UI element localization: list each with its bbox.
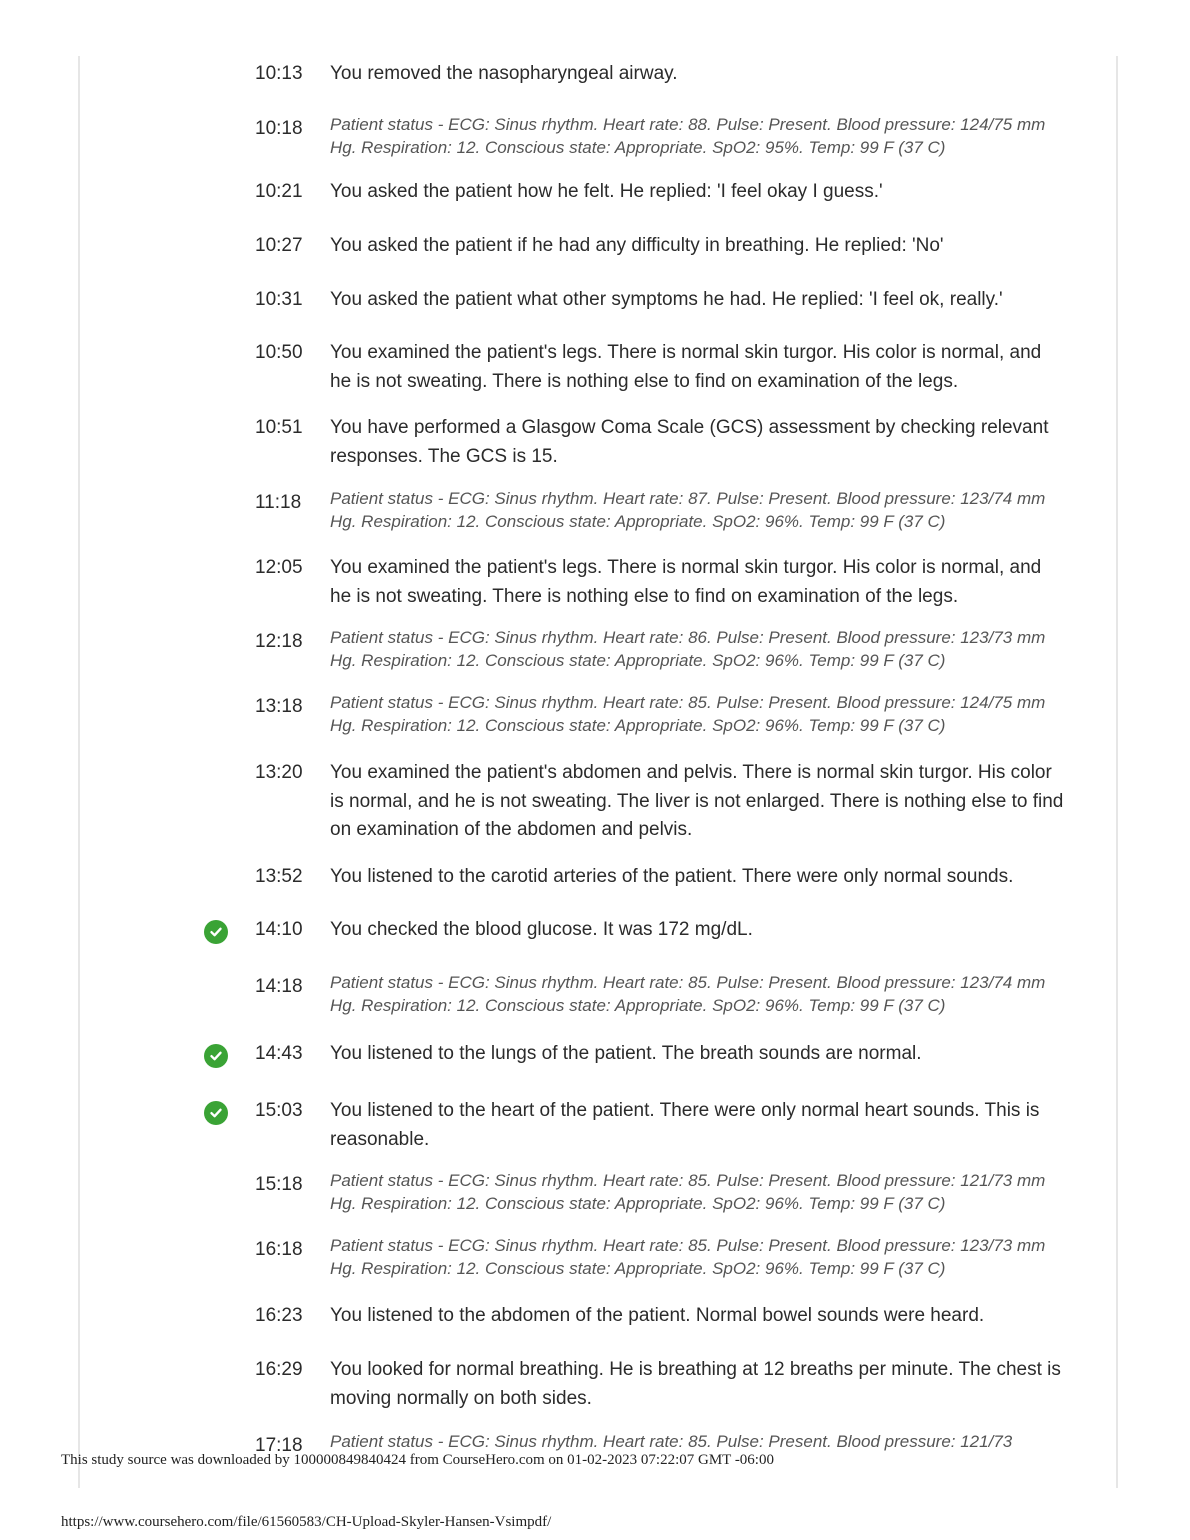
action-text: You removed the nasopharyngeal airway.	[330, 63, 678, 84]
action-text: You examined the patient's abdomen and pelvis. There is normal skin turgor. His color is normal, and he is not sweating. The liver is not enlarged. There is nothing else to find on examination of the abdomen and pelvis.	[330, 762, 1064, 840]
entry-time: 15:18	[255, 1174, 303, 1195]
patient-status-text: Patient status - ECG: Sinus rhythm. Heart rate: 86. Pulse: Present. Blood pressure: 123/73 mm Hg. Respiration: 12. Conscious state: Appropriate. SpO2: 96%. Temp: 99 F (37 C)	[330, 628, 1046, 670]
entry-time: 14:18	[255, 976, 303, 997]
action-text: You listened to the carotid arteries of the patient. There were only normal sounds.	[330, 866, 1014, 887]
entry-time: 13:20	[255, 762, 303, 783]
patient-status-text: Patient status - ECG: Sinus rhythm. Heart rate: 85. Pulse: Present. Blood pressure: 121/73	[330, 1432, 1013, 1451]
action-text: You have performed a Glasgow Coma Scale (GCS) assessment by checking relevant responses. The GCS is 15.	[330, 417, 1049, 467]
entry-time: 13:18	[255, 696, 303, 717]
entry-time: 11:18	[255, 492, 302, 513]
action-text: You listened to the lungs of the patient. The breath sounds are normal.	[330, 1043, 922, 1064]
action-text: You asked the patient what other symptoms he had. He replied: 'I feel ok, really.'	[330, 289, 1003, 310]
check-circle-icon	[204, 920, 228, 944]
entry-time: 14:10	[255, 919, 303, 940]
action-text: You listened to the abdomen of the patient. Normal bowel sounds were heard.	[330, 1305, 985, 1326]
entry-time: 16:23	[255, 1305, 303, 1326]
action-text: You listened to the heart of the patient. There were only normal heart sounds. This is reasonable.	[330, 1100, 1040, 1150]
patient-status-text: Patient status - ECG: Sinus rhythm. Heart rate: 85. Pulse: Present. Blood pressure: 123/74 mm Hg. Respiration: 12. Conscious state: Appropriate. SpO2: 96%. Temp: 99 F (37 C)	[330, 973, 1046, 1015]
patient-status-text: Patient status - ECG: Sinus rhythm. Heart rate: 88. Pulse: Present. Blood pressure: 124/75 mm Hg. Respiration: 12. Conscious state: Appropriate. SpO2: 95%. Temp: 99 F (37 C)	[330, 115, 1046, 157]
source-url[interactable]: https://www.coursehero.com/file/61560583/CH-Upload-Skyler-Hansen-Vsimpdf/	[61, 1514, 552, 1530]
entry-time: 13:52	[255, 866, 303, 887]
entry-time: 15:03	[255, 1100, 303, 1121]
patient-status-text: Patient status - ECG: Sinus rhythm. Heart rate: 85. Pulse: Present. Blood pressure: 124/75 mm Hg. Respiration: 12. Conscious state: Appropriate. SpO2: 96%. Temp: 99 F (37 C)	[330, 693, 1046, 735]
action-text: You examined the patient's legs. There is normal skin turgor. His color is normal, and he is not sweating. There is nothing else to find on examination of the legs.	[330, 557, 1042, 607]
entry-time: 12:05	[255, 557, 303, 578]
entry-time: 10:50	[255, 342, 303, 363]
entry-time: 10:27	[255, 235, 303, 256]
entry-time: 10:21	[255, 181, 303, 202]
entry-time: 16:29	[255, 1359, 303, 1380]
entry-time: 10:51	[255, 417, 303, 438]
entry-time: 14:43	[255, 1043, 303, 1064]
action-text: You examined the patient's legs. There is normal skin turgor. His color is normal, and he is not sweating. There is nothing else to find on examination of the legs.	[330, 342, 1042, 392]
check-circle-icon	[204, 1044, 228, 1068]
entry-time: 10:31	[255, 289, 303, 310]
entry-time: 12:18	[255, 631, 303, 652]
check-circle-icon	[204, 1101, 228, 1125]
entry-time: 16:18	[255, 1239, 303, 1260]
action-text: You looked for normal breathing. He is breathing at 12 breaths per minute. The chest is moving normally on both sides.	[330, 1359, 1061, 1409]
patient-status-text: Patient status - ECG: Sinus rhythm. Heart rate: 85. Pulse: Present. Blood pressure: 121/73 mm Hg. Respiration: 12. Conscious state: Appropriate. SpO2: 96%. Temp: 99 F (37 C)	[330, 1171, 1046, 1213]
entry-time: 10:13	[255, 63, 303, 84]
action-text: You asked the patient how he felt. He replied: 'I feel okay I guess.'	[330, 181, 883, 202]
patient-status-text: Patient status - ECG: Sinus rhythm. Heart rate: 87. Pulse: Present. Blood pressure: 123/74 mm Hg. Respiration: 12. Conscious state: Appropriate. SpO2: 96%. Temp: 99 F (37 C)	[330, 489, 1046, 531]
action-text: You checked the blood glucose. It was 172 mg/dL.	[330, 919, 753, 940]
action-text: You asked the patient if he had any difficulty in breathing. He replied: 'No'	[330, 235, 944, 256]
entry-time: 10:18	[255, 118, 303, 139]
entry-time: 17:18	[255, 1435, 303, 1456]
patient-status-text: Patient status - ECG: Sinus rhythm. Heart rate: 85. Pulse: Present. Blood pressure: 123/73 mm Hg. Respiration: 12. Conscious state: Appropriate. SpO2: 96%. Temp: 99 F (37 C)	[330, 1236, 1046, 1278]
download-notice: This study source was downloaded by 100000849840424 from CourseHero.com on 01-02-2023 07:22:07 GMT -06:00	[61, 1452, 774, 1468]
